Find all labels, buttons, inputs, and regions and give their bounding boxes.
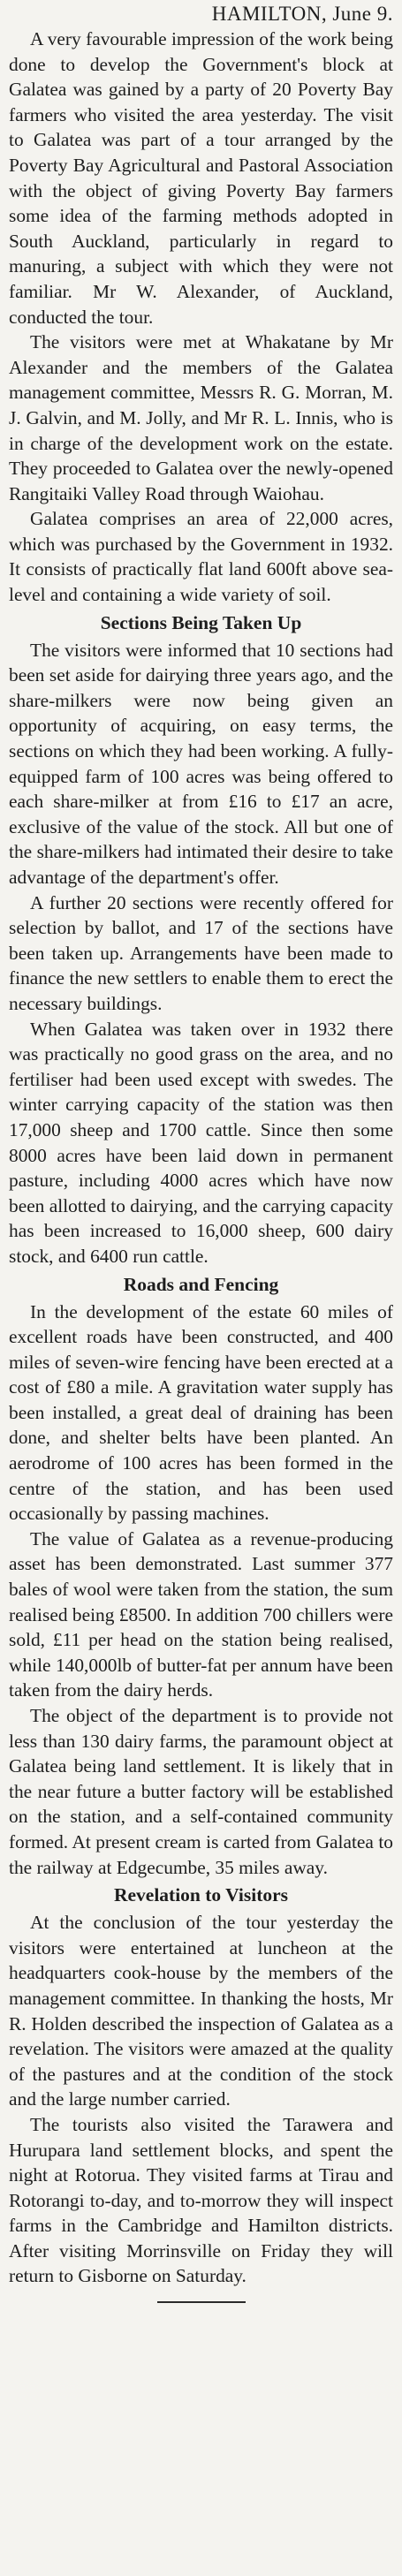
article-paragraph: At the conclusion of the tour yesterday the visitors were entertained at luncheon at the headquarters cook-house by the members of the management committee. In thanking the hosts, Mr R. Holden described the inspection of Galatea as a revelation. The visitors were amazed at the quality of the pastures and at the condition of the stock and the large number carried. xyxy=(9,1912,393,2110)
article-intro xyxy=(9,27,393,608)
article-paragraph: The value of Galatea as a revenue-producing asset has been demonstrated. Last summer 377 bales of wool were taken from the station, the sum realised being £8500. In addition 700 chillers were sold, £11 per head on the station being realised, while 140,000lb of butter-fat per annum have been taken from the dairy herds. xyxy=(9,1527,393,1701)
section-sections-taken-up xyxy=(9,611,393,1269)
article-paragraph: The object of the department is to provide not less than 130 dairy farms, the paramount object at Galatea being land settlement. It is likely that in the near future a butter factory will be established on the station, and a self-contained community formed. At present cream is carted from Galatea to the railway at Edgecumbe, 35 miles away. xyxy=(9,1705,393,1878)
article-paragraph: Galatea comprises an area of 22,000 acres, which was purchased by the Government in 1932. It consists of practically flat land 600ft above sea-level and containing a wide variety of soil. xyxy=(9,508,393,606)
article-paragraph: In the development of the estate 60 miles of excellent roads have been constructed, and 400 miles of seven-wire fencing have been erected at a cost of £80 a mile. A gravitation water supply has been installed, a great deal of draining has been done, and shelter belts have been planted. An aerodrome of 100 acres has been formed in the centre of the station, and has been used occasionally by passing machines. xyxy=(9,1300,393,1525)
end-rule xyxy=(157,2301,246,2303)
article-paragraph: The visitors were informed that 10 sections had been set aside for dairying three years ago, and the share-milkers were now being given an opportunity of acquiring, on easy terms, the sections on which they had been working. A fully-equipped farm of 100 acres was being offered to each share-milker at from £16 to £17 an acre, exclusive of the value of the stock. All but one of the share-milkers had intimated their desire to take advantage of the department's offer. xyxy=(9,639,393,888)
section-roads-and-fencing xyxy=(9,1273,393,1881)
section-revelation-to-visitors xyxy=(9,1883,393,2289)
article-paragraph: A very favourable impression of the work being done to develop the Government's block at Galatea was gained by a party of 20 Poverty Bay farmers who visited the area yesterday. The visit to Galatea was part of a tour arranged by the Poverty Bay Agricultural and Pastoral Association with the object of giving Poverty Bay farmers some idea of the farming methods adopted in South Auckland, particularly in regard to manuring, a subject with which they were not familiar. Mr W. Alexander, of Auckland, conducted the tour. xyxy=(9,28,393,328)
article-paragraph: When Galatea was taken over in 1932 there was practically no good grass on the area, and no fertiliser had been used except with swedes. The winter carrying capacity of the station was then 17,000 sheep and 1700 cattle. Since then some 8000 acres have been laid down in permanent pasture, including 4000 acres which have now been allotted to dairying, and the carrying capacity has been increased to 16,000 sheep, 600 dairy stock, and 6400 run cattle. xyxy=(9,1018,393,1267)
dateline: HAMILTON, June 9. xyxy=(211,3,393,25)
section-heading: Revelation to Visitors xyxy=(113,1884,289,1906)
section-heading: Roads and Fencing xyxy=(123,1273,279,1295)
article-paragraph: A further 20 sections were recently offered for selection by ballot, and 17 of the sections have been taken up. Arrangements have been made to finance the new settlers to enable them to erect the necessary buildings. xyxy=(9,891,393,1014)
section-heading: Sections Being Taken Up xyxy=(100,611,302,633)
article-paragraph: The tourists also visited the Tarawera and Hurupara land settlement blocks, and spent the night at Rotorua. They visited farms at Tirau and Rotorangi to-day, and to-morrow they will inspect farms in the Cambridge and Hamilton districts. After visiting Morrinsville on Friday they will return to Gisborne on Saturday. xyxy=(9,2113,393,2287)
article-paragraph: The visitors were met at Whakatane by Mr Alexander and the members of the Galatea management committee, Messrs R. G. Morran, M. J. Galvin, and M. Jolly, and Mr R. L. Innis, who is in charge of the development work on the estate. They proceeded to Galatea over the newly-opened Rangitaiki Valley Road through Waiohau. xyxy=(9,331,393,504)
